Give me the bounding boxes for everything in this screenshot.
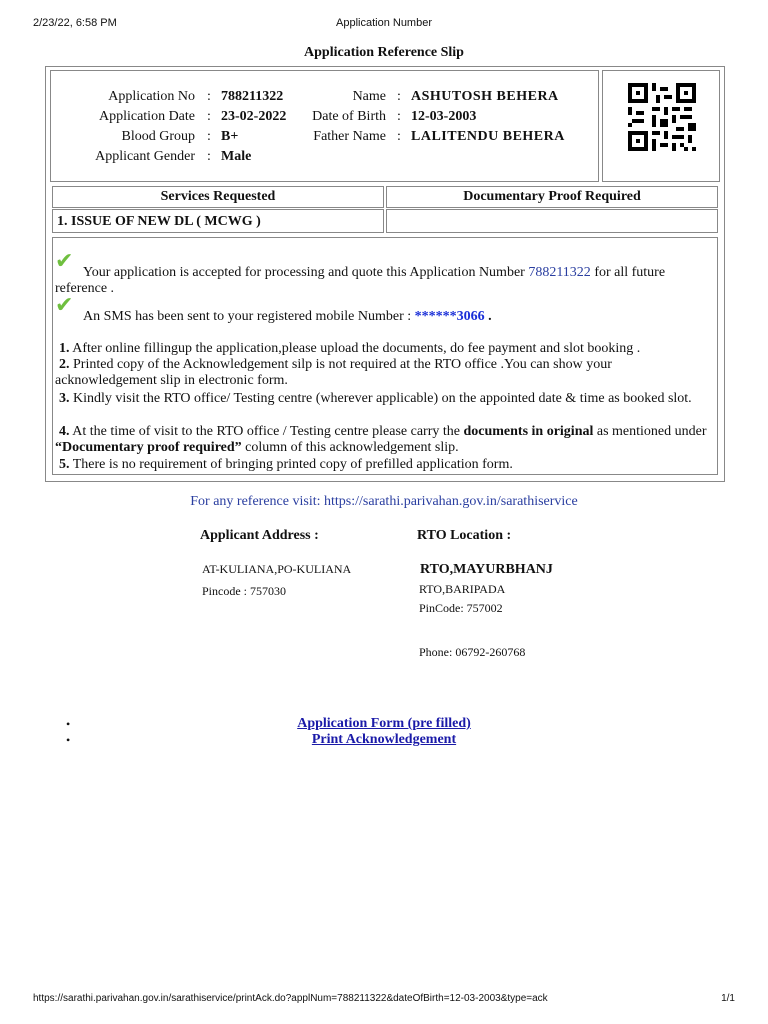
services-requested-header: Services Requested xyxy=(52,186,384,208)
applicant-address-label: Applicant Address : xyxy=(200,528,319,543)
app-no-value: 788211322 xyxy=(221,89,284,104)
father-name-value: LALITENDU BEHERA xyxy=(411,129,565,144)
gender-value: Male xyxy=(221,149,252,164)
reference-link-text: For any reference visit: https://sarathi.parivahan.gov.in/sarathiservice xyxy=(190,494,578,509)
blood-group-label: Blood Group xyxy=(121,129,195,144)
sms-text: An SMS has been sent to your registered mobile Number : xyxy=(83,309,415,324)
instruction-text: column of this acknowledgement slip. xyxy=(241,440,459,455)
service-row-1-proof xyxy=(386,209,718,233)
father-name-label: Father Name xyxy=(313,129,386,144)
qr-code-icon xyxy=(628,83,696,151)
instruction-text: At the time of visit to the RTO office / Testing centre please carry the xyxy=(69,424,464,439)
app-date-value: 23-02-2022 xyxy=(221,109,287,124)
bullet: • xyxy=(66,733,71,747)
name-value: ASHUTOSH BEHERA xyxy=(411,89,559,104)
rto-location-label: RTO Location : xyxy=(417,528,512,543)
instruction-3 xyxy=(55,391,711,407)
app-no-label: Application No xyxy=(108,89,195,104)
address-line-1: AT-KULIANA,PO-KULIANA xyxy=(202,562,352,576)
separator: : xyxy=(397,109,401,124)
separator: : xyxy=(397,89,401,104)
rto-line-1: RTO,BARIPADA xyxy=(419,582,506,596)
accepted-text: Your application is accepted for processing and quote this Application Number xyxy=(83,265,529,280)
slip-title: Application Reference Slip xyxy=(304,45,464,60)
sms-text-end: . xyxy=(484,309,492,324)
page-number: 1/1 xyxy=(721,993,735,1004)
masked-mobile-number: ******3066 xyxy=(414,309,485,324)
instruction-text: After online fillingup the application,please upload the documents, do fee payment and slot booking . xyxy=(69,341,641,356)
checkmark-icon: ✔ xyxy=(55,249,74,274)
instructions-panel xyxy=(52,237,718,475)
instruction-text: as mentioned under xyxy=(593,424,707,439)
rto-phone: Phone: 06792-260768 xyxy=(419,645,526,659)
print-url: https://sarathi.parivahan.gov.in/sarathiservice/printAck.do?applNum=788211322&dateOfBirth=12-03-2003&type=ack xyxy=(33,993,548,1004)
print-header xyxy=(33,17,735,31)
instruction-5 xyxy=(55,457,711,473)
name-label: Name xyxy=(352,89,386,104)
print-acknowledgement-link[interactable]: Print Acknowledgement xyxy=(311,732,457,747)
separator: : xyxy=(207,89,211,104)
instruction-text: Kindly visit the RTO office/ Testing centre (wherever applicable) on the appointed date & time as booked slot. xyxy=(69,391,692,406)
documentary-proof-header: Documentary Proof Required xyxy=(386,186,718,208)
accepted-text-end: for all future reference . xyxy=(55,265,666,296)
instruction-2 xyxy=(55,357,711,389)
slip-container xyxy=(45,66,725,482)
bullet: • xyxy=(66,717,71,731)
instruction-number: 2. xyxy=(59,357,70,372)
separator: : xyxy=(207,129,211,144)
instruction-number: 4. xyxy=(59,424,70,439)
dob-value: 12-03-2003 xyxy=(411,109,477,124)
instruction-1 xyxy=(55,341,711,357)
application-form-link[interactable]: Application Form (pre filled) xyxy=(297,716,471,731)
separator: : xyxy=(207,149,211,164)
blood-group-value: B+ xyxy=(221,129,239,144)
instruction-4 xyxy=(55,424,711,456)
applicant-info-box xyxy=(50,70,599,182)
separator: : xyxy=(207,109,211,124)
address-pincode: Pincode : 757030 xyxy=(202,584,286,598)
instruction-text: There is no requirement of bringing printed copy of prefilled application form. xyxy=(69,457,513,472)
instruction-emphasis: “Documentary proof required” xyxy=(55,440,242,455)
instruction-emphasis: documents in original xyxy=(463,424,594,439)
rto-pincode: PinCode: 757002 xyxy=(419,601,503,615)
separator: : xyxy=(397,129,401,144)
checkmark-icon: ✔ xyxy=(55,293,74,318)
app-date-label: Application Date xyxy=(98,109,195,124)
accepted-app-number: 788211322 xyxy=(528,265,591,280)
accepted-message xyxy=(55,265,711,297)
dob-label: Date of Birth xyxy=(312,109,386,124)
qr-box xyxy=(602,70,720,182)
instruction-number: 3. xyxy=(59,391,70,406)
gender-label: Applicant Gender xyxy=(95,149,195,164)
print-page-title: Application Number xyxy=(336,17,432,29)
print-datetime: 2/23/22, 6:58 PM xyxy=(33,17,117,29)
rto-name: RTO,MAYURBHANJ xyxy=(420,562,553,577)
instruction-number: 1. xyxy=(59,341,70,356)
print-footer xyxy=(33,993,735,1007)
instruction-number: 5. xyxy=(59,457,70,472)
sms-message xyxy=(83,309,711,325)
instruction-text: Printed copy of the Acknowledgement silp is not required at the RTO office .You can show your acknowledgement slip in electronic form. xyxy=(55,357,612,388)
service-row-1: 1. ISSUE OF NEW DL ( MCWG ) xyxy=(52,209,384,233)
